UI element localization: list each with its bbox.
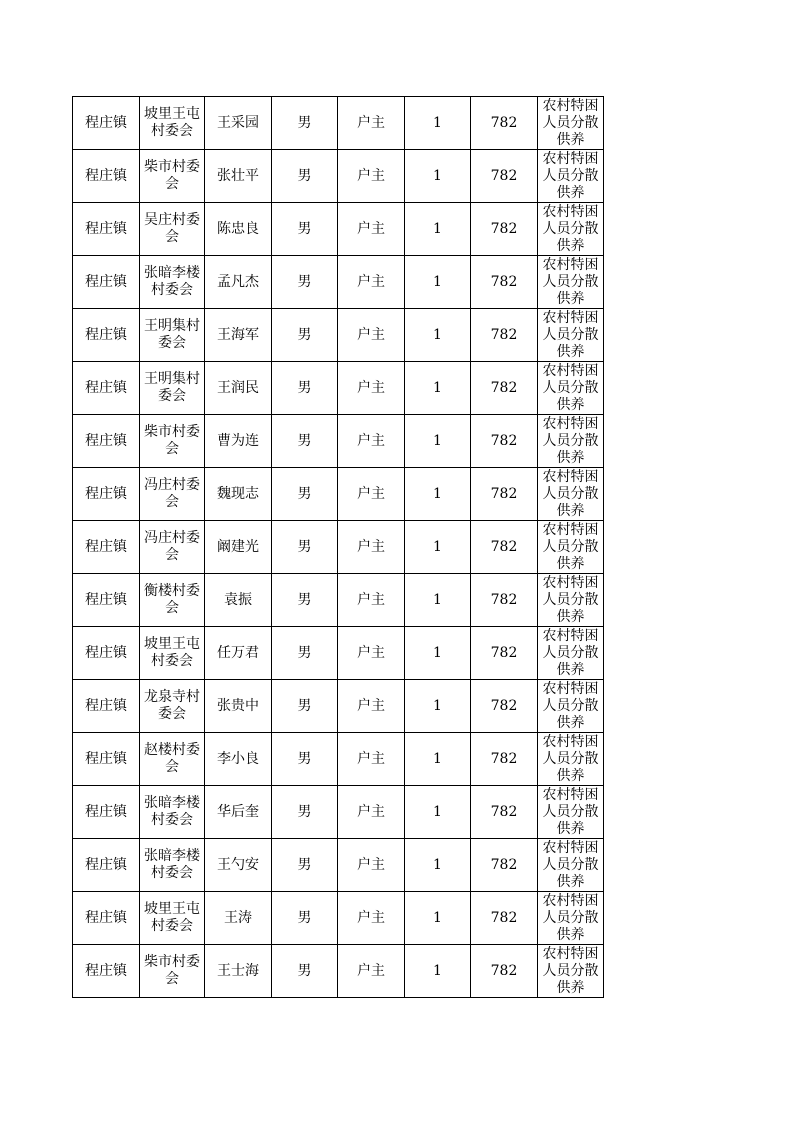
- category-cell: 农村特困人员分散供养: [538, 97, 604, 150]
- count-cell: 1: [405, 574, 471, 627]
- name-cell: 张壮平: [205, 150, 272, 203]
- town-cell: 程庄镇: [73, 680, 140, 733]
- relation-cell: 户主: [338, 839, 405, 892]
- category-cell: 农村特困人员分散供养: [538, 521, 604, 574]
- name-cell: 张贵中: [205, 680, 272, 733]
- category-cell: 农村特困人员分散供养: [538, 574, 604, 627]
- category-cell: 农村特困人员分散供养: [538, 680, 604, 733]
- count-cell: 1: [405, 945, 471, 998]
- gender-cell: 男: [272, 839, 338, 892]
- village-cell: 坡里王屯村委会: [140, 892, 205, 945]
- amount-cell: 782: [471, 309, 538, 362]
- village-cell: 冯庄村委会: [140, 468, 205, 521]
- gender-cell: 男: [272, 892, 338, 945]
- count-cell: 1: [405, 415, 471, 468]
- category-cell: 农村特困人员分散供养: [538, 839, 604, 892]
- gender-cell: 男: [272, 468, 338, 521]
- category-cell: 农村特困人员分散供养: [538, 203, 604, 256]
- amount-cell: 782: [471, 892, 538, 945]
- amount-cell: 782: [471, 680, 538, 733]
- name-cell: 李小良: [205, 733, 272, 786]
- village-cell: 冯庄村委会: [140, 521, 205, 574]
- table-row: [73, 256, 604, 309]
- category-cell: 农村特困人员分散供养: [538, 945, 604, 998]
- name-cell: 陈忠良: [205, 203, 272, 256]
- table-row: [73, 892, 604, 945]
- count-cell: 1: [405, 786, 471, 839]
- amount-cell: 782: [471, 362, 538, 415]
- village-cell: 吴庄村委会: [140, 203, 205, 256]
- town-cell: 程庄镇: [73, 839, 140, 892]
- town-cell: 程庄镇: [73, 309, 140, 362]
- table-row: [73, 680, 604, 733]
- town-cell: 程庄镇: [73, 945, 140, 998]
- town-cell: 程庄镇: [73, 150, 140, 203]
- name-cell: 魏现志: [205, 468, 272, 521]
- table-row: [73, 309, 604, 362]
- relation-cell: 户主: [338, 150, 405, 203]
- count-cell: 1: [405, 733, 471, 786]
- amount-cell: 782: [471, 733, 538, 786]
- table-row: [73, 574, 604, 627]
- relation-cell: 户主: [338, 309, 405, 362]
- relation-cell: 户主: [338, 945, 405, 998]
- table-row: [73, 468, 604, 521]
- count-cell: 1: [405, 256, 471, 309]
- name-cell: 孟凡杰: [205, 256, 272, 309]
- gender-cell: 男: [272, 203, 338, 256]
- amount-cell: 782: [471, 415, 538, 468]
- table-row: [73, 945, 604, 998]
- name-cell: 曹为连: [205, 415, 272, 468]
- relation-cell: 户主: [338, 627, 405, 680]
- table-row: [73, 521, 604, 574]
- gender-cell: 男: [272, 786, 338, 839]
- town-cell: 程庄镇: [73, 203, 140, 256]
- town-cell: 程庄镇: [73, 574, 140, 627]
- name-cell: 王润民: [205, 362, 272, 415]
- table-row: [73, 362, 604, 415]
- village-cell: 张暗李楼村委会: [140, 256, 205, 309]
- relation-cell: 户主: [338, 521, 405, 574]
- count-cell: 1: [405, 150, 471, 203]
- village-cell: 柴市村委会: [140, 150, 205, 203]
- gender-cell: 男: [272, 415, 338, 468]
- amount-cell: 782: [471, 203, 538, 256]
- table-row: [73, 415, 604, 468]
- gender-cell: 男: [272, 362, 338, 415]
- amount-cell: 782: [471, 97, 538, 150]
- village-cell: 坡里王屯村委会: [140, 97, 205, 150]
- gender-cell: 男: [272, 97, 338, 150]
- village-cell: 张暗李楼村委会: [140, 786, 205, 839]
- name-cell: 王涛: [205, 892, 272, 945]
- category-cell: 农村特困人员分散供养: [538, 627, 604, 680]
- amount-cell: 782: [471, 256, 538, 309]
- table-body: [73, 97, 604, 998]
- village-cell: 王明集村委会: [140, 309, 205, 362]
- relation-cell: 户主: [338, 468, 405, 521]
- category-cell: 农村特困人员分散供养: [538, 733, 604, 786]
- category-cell: 农村特困人员分散供养: [538, 309, 604, 362]
- town-cell: 程庄镇: [73, 733, 140, 786]
- name-cell: 华后奎: [205, 786, 272, 839]
- category-cell: 农村特困人员分散供养: [538, 256, 604, 309]
- gender-cell: 男: [272, 150, 338, 203]
- amount-cell: 782: [471, 627, 538, 680]
- amount-cell: 782: [471, 150, 538, 203]
- name-cell: 王海军: [205, 309, 272, 362]
- category-cell: 农村特困人员分散供养: [538, 362, 604, 415]
- name-cell: 王士海: [205, 945, 272, 998]
- village-cell: 柴市村委会: [140, 415, 205, 468]
- town-cell: 程庄镇: [73, 97, 140, 150]
- category-cell: 农村特困人员分散供养: [538, 415, 604, 468]
- town-cell: 程庄镇: [73, 468, 140, 521]
- village-cell: 赵楼村委会: [140, 733, 205, 786]
- table-row: [73, 97, 604, 150]
- village-cell: 坡里王屯村委会: [140, 627, 205, 680]
- relation-cell: 户主: [338, 256, 405, 309]
- town-cell: 程庄镇: [73, 521, 140, 574]
- amount-cell: 782: [471, 945, 538, 998]
- count-cell: 1: [405, 309, 471, 362]
- village-cell: 张暗李楼村委会: [140, 839, 205, 892]
- gender-cell: 男: [272, 627, 338, 680]
- count-cell: 1: [405, 362, 471, 415]
- gender-cell: 男: [272, 680, 338, 733]
- gender-cell: 男: [272, 256, 338, 309]
- count-cell: 1: [405, 203, 471, 256]
- village-cell: 柴市村委会: [140, 945, 205, 998]
- village-cell: 王明集村委会: [140, 362, 205, 415]
- relation-cell: 户主: [338, 786, 405, 839]
- count-cell: 1: [405, 680, 471, 733]
- village-cell: 龙泉寺村委会: [140, 680, 205, 733]
- count-cell: 1: [405, 892, 471, 945]
- table-row: [73, 150, 604, 203]
- table-row: [73, 203, 604, 256]
- table-row: [73, 839, 604, 892]
- amount-cell: 782: [471, 839, 538, 892]
- name-cell: 任万君: [205, 627, 272, 680]
- town-cell: 程庄镇: [73, 786, 140, 839]
- town-cell: 程庄镇: [73, 627, 140, 680]
- gender-cell: 男: [272, 521, 338, 574]
- count-cell: 1: [405, 521, 471, 574]
- count-cell: 1: [405, 839, 471, 892]
- amount-cell: 782: [471, 786, 538, 839]
- relation-cell: 户主: [338, 892, 405, 945]
- category-cell: 农村特困人员分散供养: [538, 892, 604, 945]
- count-cell: 1: [405, 97, 471, 150]
- category-cell: 农村特困人员分散供养: [538, 468, 604, 521]
- relation-cell: 户主: [338, 362, 405, 415]
- town-cell: 程庄镇: [73, 892, 140, 945]
- category-cell: 农村特困人员分散供养: [538, 150, 604, 203]
- gender-cell: 男: [272, 309, 338, 362]
- relation-cell: 户主: [338, 733, 405, 786]
- beneficiary-table: [72, 96, 604, 998]
- gender-cell: 男: [272, 574, 338, 627]
- relation-cell: 户主: [338, 203, 405, 256]
- relation-cell: 户主: [338, 574, 405, 627]
- town-cell: 程庄镇: [73, 415, 140, 468]
- village-cell: 衡楼村委会: [140, 574, 205, 627]
- count-cell: 1: [405, 627, 471, 680]
- town-cell: 程庄镇: [73, 256, 140, 309]
- town-cell: 程庄镇: [73, 362, 140, 415]
- relation-cell: 户主: [338, 415, 405, 468]
- table-row: [73, 733, 604, 786]
- amount-cell: 782: [471, 521, 538, 574]
- amount-cell: 782: [471, 574, 538, 627]
- count-cell: 1: [405, 468, 471, 521]
- amount-cell: 782: [471, 468, 538, 521]
- gender-cell: 男: [272, 945, 338, 998]
- gender-cell: 男: [272, 733, 338, 786]
- table-row: [73, 786, 604, 839]
- name-cell: 袁振: [205, 574, 272, 627]
- name-cell: 阚建光: [205, 521, 272, 574]
- name-cell: 王采园: [205, 97, 272, 150]
- category-cell: 农村特困人员分散供养: [538, 786, 604, 839]
- table-row: [73, 627, 604, 680]
- name-cell: 王勺安: [205, 839, 272, 892]
- relation-cell: 户主: [338, 680, 405, 733]
- relation-cell: 户主: [338, 97, 405, 150]
